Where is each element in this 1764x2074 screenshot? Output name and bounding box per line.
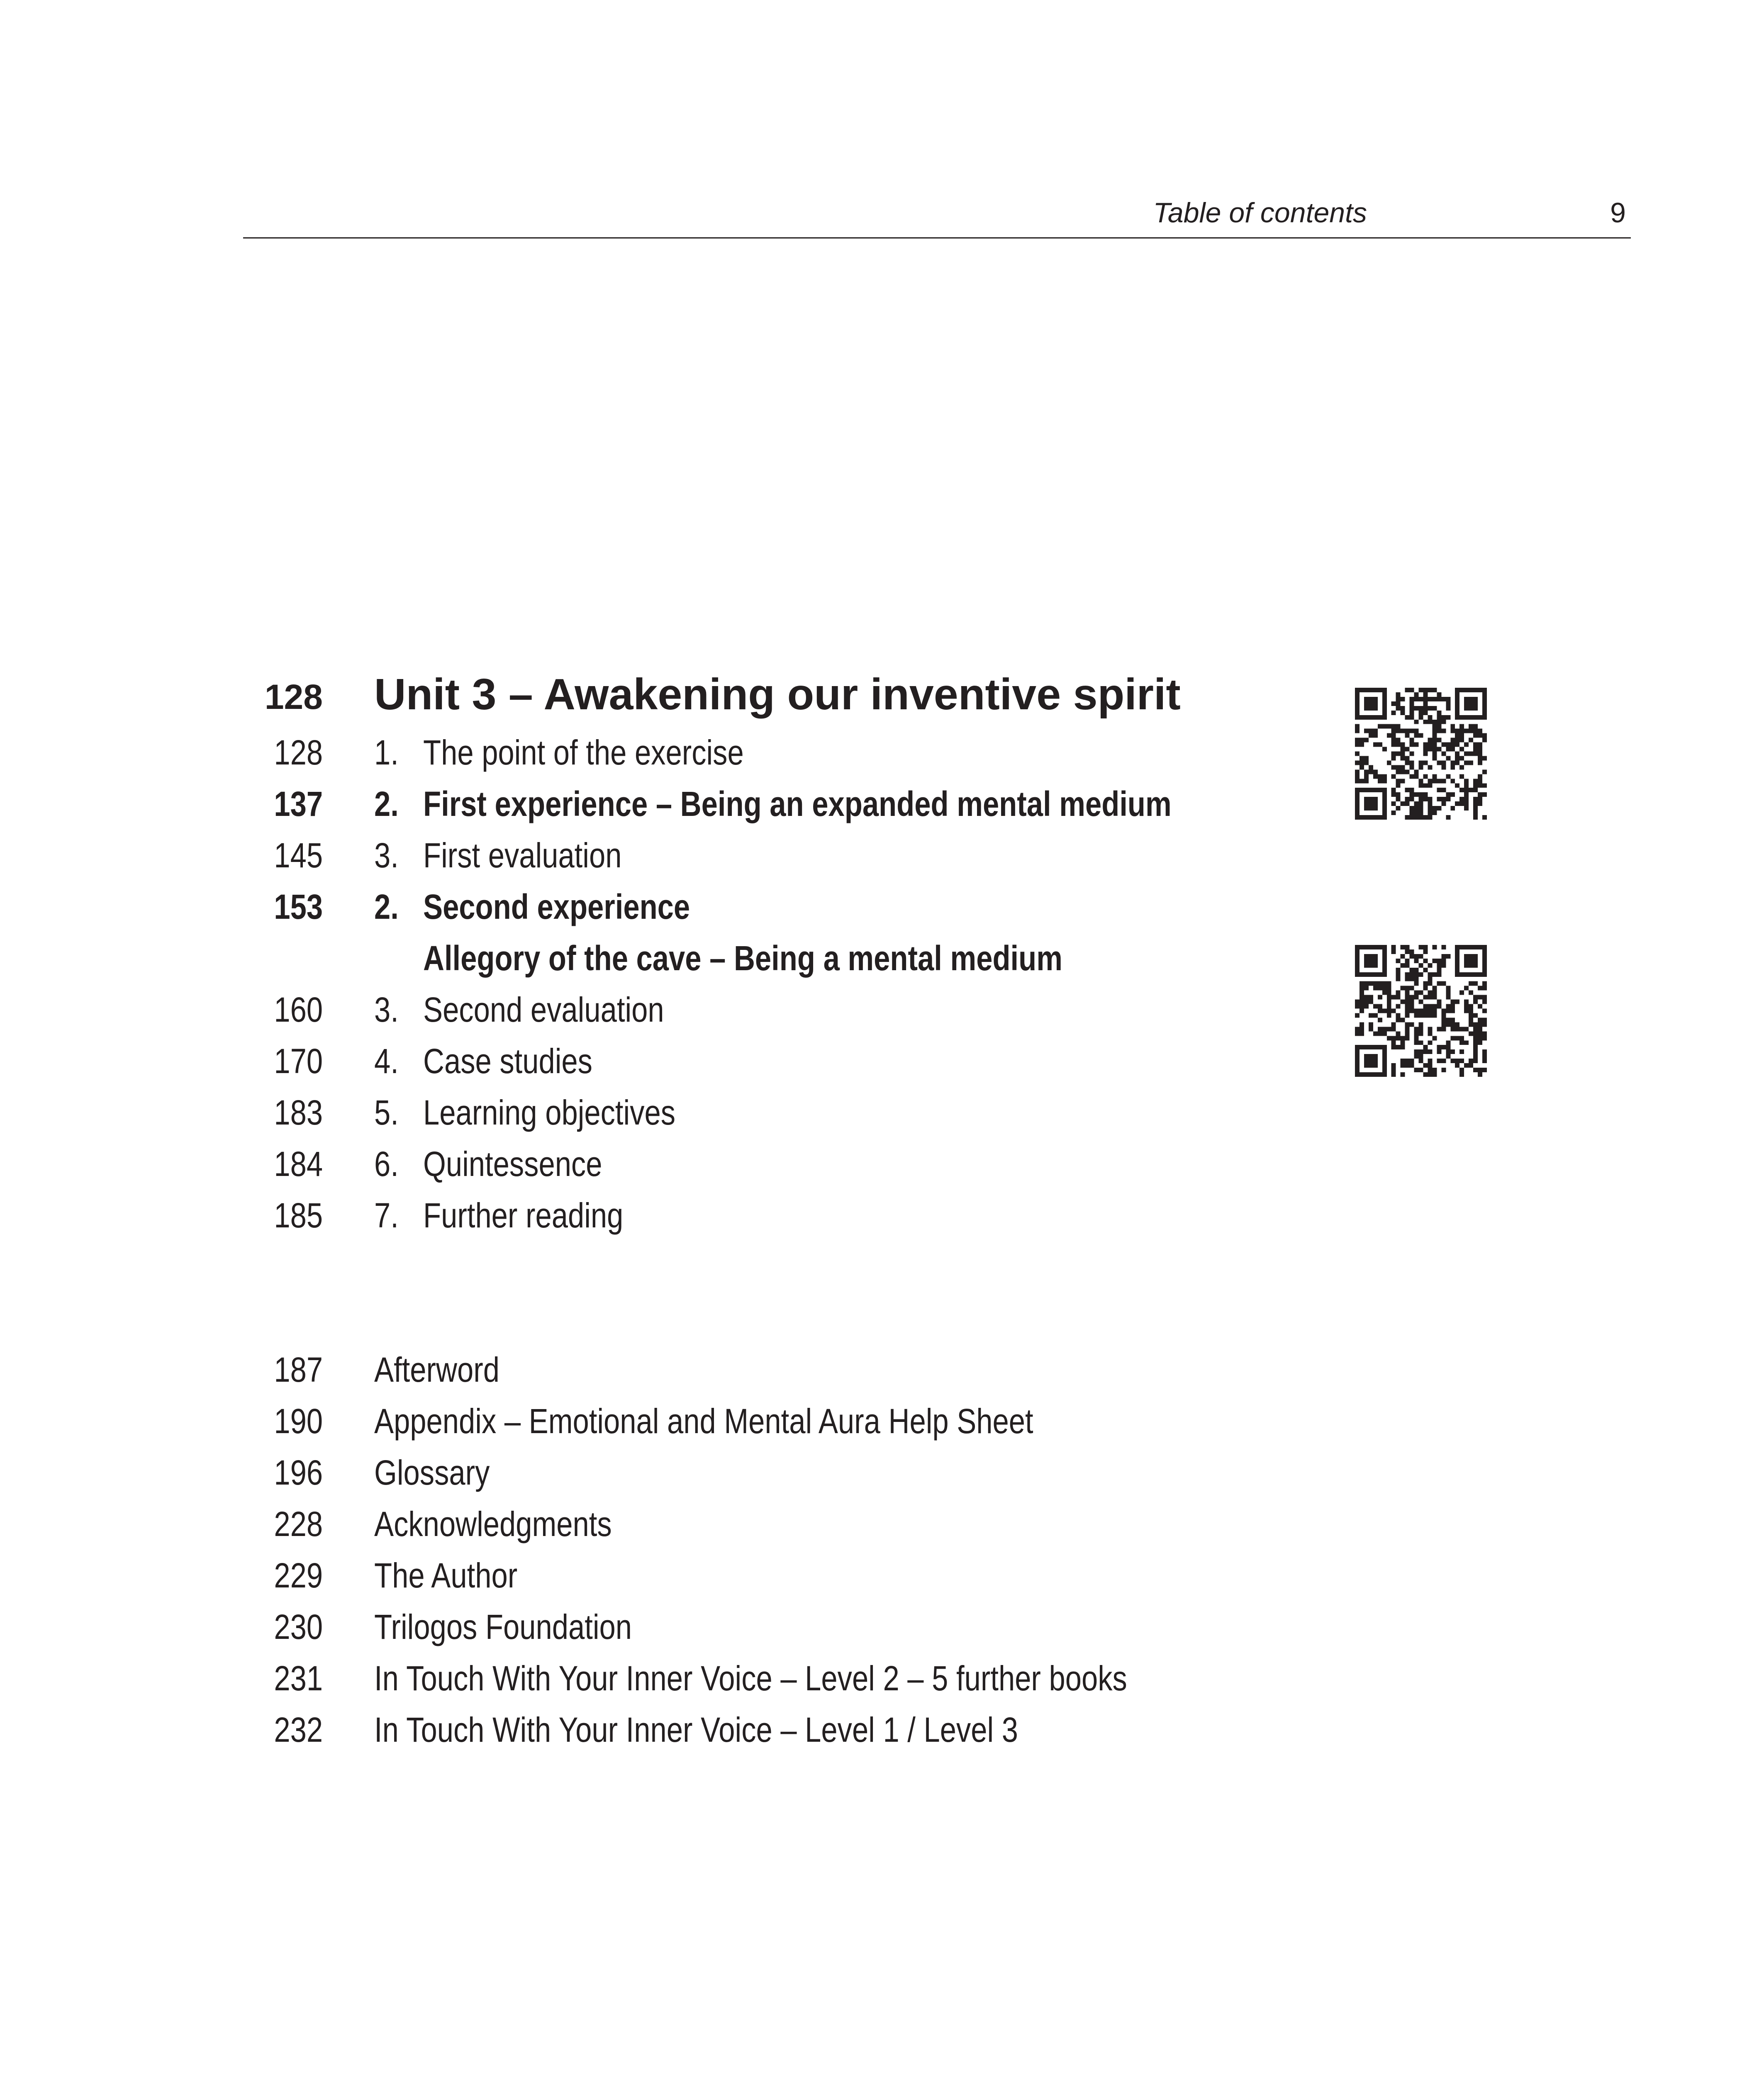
toc-entry[interactable] xyxy=(0,1653,1764,1704)
toc-entry-number: 5. xyxy=(374,1093,399,1132)
toc-entry[interactable] xyxy=(0,1704,1764,1755)
toc-page-number: 190 xyxy=(274,1402,323,1441)
toc-page-number: 184 xyxy=(274,1144,323,1183)
toc-entry-label: Learning objectives xyxy=(423,1093,676,1132)
toc-entry-number: 2. xyxy=(374,887,399,926)
toc-entry-label: Acknowledgments xyxy=(374,1504,612,1543)
toc-page-number: 231 xyxy=(274,1659,323,1698)
toc-page-number: 145 xyxy=(274,836,323,875)
toc-page-number: 229 xyxy=(274,1556,323,1595)
toc-entry-label: Second experience xyxy=(423,887,690,926)
running-head-title: Table of contents xyxy=(1153,197,1367,229)
toc-entry-label: The Author xyxy=(374,1556,518,1595)
toc-entry-label: First experience – Being an expanded mental medium xyxy=(423,784,1172,823)
toc-entry[interactable] xyxy=(0,1087,1764,1138)
toc-entry-label: Trilogos Foundation xyxy=(374,1607,632,1646)
qr-code-second-experience[interactable] xyxy=(1355,945,1487,1077)
toc-page-number: 228 xyxy=(274,1504,323,1543)
toc-page-number: 185 xyxy=(274,1196,323,1235)
unit-title: Unit 3 – Awakening our inventive spirit xyxy=(374,670,1181,719)
toc-entry[interactable] xyxy=(0,1344,1764,1395)
toc-entry-label: Afterword xyxy=(374,1350,499,1389)
toc-entry[interactable] xyxy=(0,1035,1764,1087)
toc-entry-label: Case studies xyxy=(423,1042,592,1081)
toc-entry-label: Allegory of the cave – Being a mental medium xyxy=(423,939,1062,978)
toc-page-number: 187 xyxy=(274,1350,323,1389)
running-head xyxy=(243,194,1631,239)
unit-heading-row[interactable] xyxy=(0,669,1764,721)
toc-entry-label: The point of the exercise xyxy=(423,733,744,772)
toc-entry-number: 3. xyxy=(374,836,399,875)
toc-page-number: 183 xyxy=(274,1093,323,1132)
toc-entry[interactable] xyxy=(0,1447,1764,1498)
toc-entry[interactable] xyxy=(0,1498,1764,1550)
toc-entry-label: Glossary xyxy=(374,1453,490,1492)
toc-entry-number: 1. xyxy=(374,733,399,772)
unit-page-number: 128 xyxy=(264,677,323,716)
toc-entry[interactable] xyxy=(0,727,1764,778)
toc-entry[interactable] xyxy=(0,778,1764,830)
toc-page-number: 160 xyxy=(274,990,323,1029)
toc-page-number: 137 xyxy=(274,784,323,823)
toc-page-number: 128 xyxy=(274,733,323,772)
toc-entry-label: First evaluation xyxy=(423,836,622,875)
toc-entry-number: 4. xyxy=(374,1042,399,1081)
toc-entry-label: In Touch With Your Inner Voice – Level 2 – 5 further books xyxy=(374,1659,1127,1698)
toc-entry[interactable] xyxy=(0,984,1764,1035)
toc-entry[interactable] xyxy=(0,1190,1764,1241)
qr-code-first-experience[interactable] xyxy=(1355,688,1487,820)
page-number: 9 xyxy=(1610,197,1626,229)
toc-entry-number: 2. xyxy=(374,784,399,823)
toc-entry[interactable] xyxy=(0,1395,1764,1447)
toc-entry-label: Further reading xyxy=(423,1196,624,1235)
toc-entry-continuation[interactable] xyxy=(0,932,1764,984)
toc-entry-label: Second evaluation xyxy=(423,990,664,1029)
toc-page-number: 170 xyxy=(274,1042,323,1081)
toc-entry-label: Quintessence xyxy=(423,1144,602,1183)
toc-page-number: 153 xyxy=(274,887,323,926)
toc-page-number: 230 xyxy=(274,1607,323,1646)
toc-entry[interactable] xyxy=(0,1138,1764,1190)
toc-entry[interactable] xyxy=(0,830,1764,881)
toc-page-number: 196 xyxy=(274,1453,323,1492)
toc-entry[interactable] xyxy=(0,881,1764,932)
toc-entry-label: Appendix – Emotional and Mental Aura Help Sheet xyxy=(374,1402,1033,1441)
toc-entry-number: 7. xyxy=(374,1196,399,1235)
toc-entry-number: 6. xyxy=(374,1144,399,1183)
toc-entry-label: In Touch With Your Inner Voice – Level 1 / Level 3 xyxy=(374,1710,1018,1749)
toc-entry-number: 3. xyxy=(374,990,399,1029)
toc-entry[interactable] xyxy=(0,1550,1764,1601)
toc-page-number: 232 xyxy=(274,1710,323,1749)
toc-entry[interactable] xyxy=(0,1601,1764,1653)
